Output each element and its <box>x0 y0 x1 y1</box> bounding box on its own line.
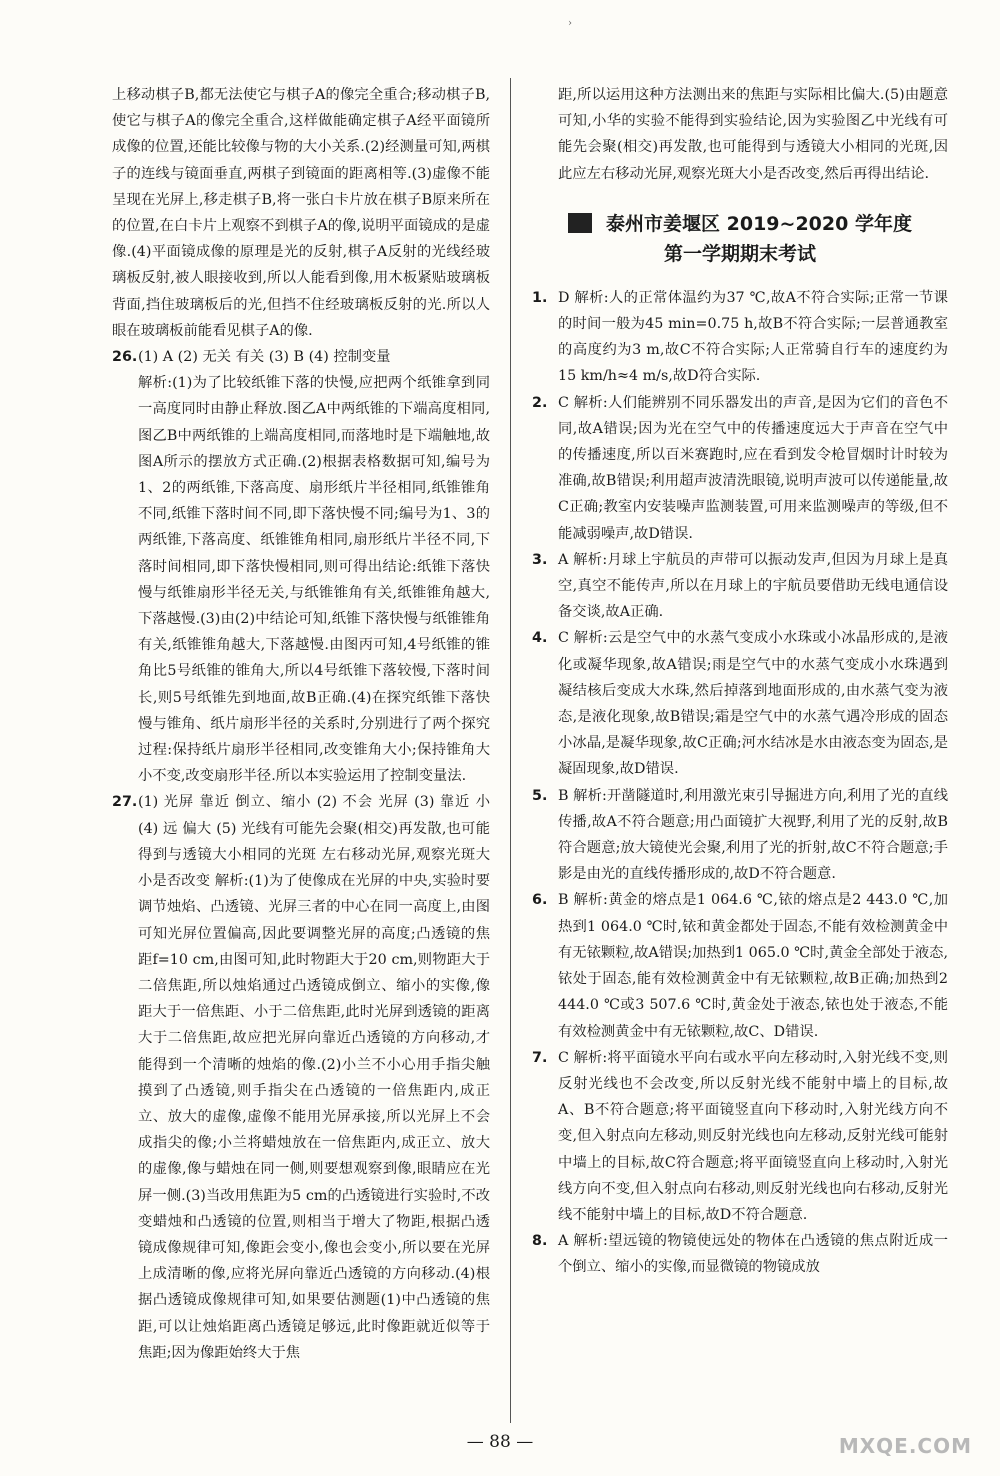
section-title <box>532 209 948 269</box>
answer-number: 8. <box>532 1233 548 1250</box>
answer-number: 6. <box>532 892 548 909</box>
answer-number: 3. <box>532 551 548 568</box>
question-text: (1) 光屏 靠近 倒立、缩小 (2) 不会 光屏 (3) 靠近 小 (4) 远 偏大 (5) 光线有可能先会聚(相交)再发散,也可能得到与透镜大小相同的光斑 左右移动光屏,观察光斑大小是否改变 解析:(1)为了使像成在光屏的中央,实验时要调节烛焰、凸透镜、光屏三者的中心在同一高度上,由图可知光屏位置偏高,因此要调整光屏的高度;凸透镜的焦距f=10 cm,由图可知,此时物距大于20 cm,则物距大于二倍焦距,所以烛焰通过凸透镜成倒立、缩小的实像,像距大于一倍焦距、小于二倍焦距,此时光屏到透镜的距离大于二倍焦距,故应把光屏向靠近凸透镜的方向移动,才能得到一个清晰的烛焰的像.(2)小兰不小心用手指尖触摸到了凸透镜,则手指尖在凸透镜的一倍焦距内,成正立、放大的虚像,虚像不能用光屏承接,所以光屏上不会成指尖的像;小兰将蜡烛放在一倍焦距内,成正立、放大的虚像,像与蜡烛在同一侧,则要想观察到像,眼睛应在光屏一侧.(3)当改用焦距为5 cm的凸透镜进行实验时,不改变蜡烛和凸透镜的位置,则相当于增大了物距,根据凸透镜成像规律可知,像距会变小,像也会变小,所以要在光屏上成清晰的像,应将光屏向靠近凸透镜的方向移动.(4)根据凸透镜成像规律可知,如果要估测题(1)中凸透镜的焦距,可以让烛焰距离凸透镜足够远,此时像距就近似等于焦距;因为像距始终大于焦 <box>138 794 490 1361</box>
answer-item <box>532 1045 948 1228</box>
answer-list <box>532 285 948 1281</box>
answer-item <box>532 1228 948 1280</box>
section-title-line-2: 第一学期期末考试 <box>663 242 816 265</box>
right-column <box>532 82 948 1281</box>
answer-number: 1. <box>532 289 548 306</box>
answer-item <box>532 783 948 888</box>
question-answer: (1) A (2) 无关 有关 (3) B (4) 控制变量 <box>138 349 391 366</box>
question-26 <box>112 344 490 789</box>
left-continued-paragraph: 上移动棋子B,都无法使它与棋子A的像完全重合;移动棋子B,使它与棋子A的像完全重合,这样做能确定棋子A经平面镜所成像的位置,还能比较像与物的大小关系.(2)经测量可知,两棋子的连线与镜面垂直,两棋子到镜面的距离相等.(3)虚像不能呈现在光屏上,移走棋子B,将一张白卡片放在棋子B原来所在的位置,在白卡片上观察不到棋子A的像,说明平面镜成的是虚像.(4)平面镜成像的原理是光的反射,棋子A反射的光线经玻璃板反射,被人眼接收到,所以人能看到像,用木板紧贴玻璃板背面,挡住玻璃板后的光,但挡不住经玻璃板反射的光.所以人眼在玻璃板前能看见棋子A的像. <box>112 87 490 339</box>
answer-number: 2. <box>532 394 548 411</box>
answer-item <box>532 887 948 1044</box>
left-column <box>112 82 490 1366</box>
answer-number: 4. <box>532 630 548 647</box>
column-divider <box>510 78 511 1423</box>
answer-text: B 解析:黄金的熔点是1 064.6 ℃,铱的熔点是2 443.0 ℃,加热到1 064.0 ℃时,铱和黄金都处于固态,不能有效检测黄金中有无铱颗粒,故A错误;加热到1 065.0 ℃时,黄金全部处于液态,铱处于固态,能有效检测黄金中有无铱颗粒,故B正确;加热到2 444.0 ℃或3 507.6 ℃时,黄金处于液态,铱也处于液态,不能有效检测黄金中有无铱颗粒,故C、D错误. <box>558 892 948 1040</box>
question-explanation: 解析:(1)为了比较纸锥下落的快慢,应把两个纸锥拿到同一高度同时由静止释放.图乙A中两纸锥的下端高度相同,图乙B中两纸锥的上端高度相同,而落地时是下端触地,故图A所示的摆放方式正确.(2)根据表格数据可知,编号为1、2的两纸锥,下落高度、扇形纸片半径相同,纸锥锥角不同,纸锥下落时间不同,即下落快慢不同;编号为1、3的两纸锥,下落高度、纸锥锥角相同,扇形纸片半径不同,下落时间相同,即下落快慢相同,则可得出结论:纸锥下落快慢与纸锥扇形半径无关,与纸锥锥角有关,纸锥锥角越大,下落越慢.(3)由(2)中结论可知,纸锥下落快慢与纸锥锥角有关,纸锥锥角越大,下落越慢.由图丙可知,4号纸锥的锥角比5号纸锥的锥角大,所以4号纸锥下落较慢,下落时间长,则5号纸锥先到地面,故B正确.(4)在探究纸锥下落快慢与锥角、纸片扇形半径的关系时,分别进行了两个探究过程:保持纸片扇形半径相同,改变锥角大小;保持锥角大小不变,改变扇形半径.所以本实验运用了控制变量法. <box>138 375 490 785</box>
section-marker-icon <box>568 213 592 233</box>
answer-text: A 解析:月球上宇航员的声带可以振动发声,但因为月球上是真空,真空不能传声,所以在月球上的宇航员要借助无线电通信设备交谈,故A正确. <box>558 551 948 621</box>
page-number: — 88 — <box>466 1432 534 1452</box>
section-title-line-1: 泰州市姜堰区 2019~2020 学年度 <box>606 212 912 235</box>
answer-item <box>532 547 948 626</box>
answer-item <box>532 285 948 390</box>
answer-item <box>532 390 948 547</box>
answer-number: 7. <box>532 1049 548 1066</box>
scan-mark: › <box>568 18 572 29</box>
answer-number: 5. <box>532 787 548 804</box>
question-number: 27. <box>112 794 138 811</box>
right-continued-paragraph: 距,所以运用这种方法测出来的焦距与实际相比偏大.(5)由题意可知,小华的实验不能得到实验结论,因为实验图乙中光线有可能先会聚(相交)再发散,也可能得到与透镜大小相同的光斑,因此应左右移动光屏,观察光斑大小是否改变,然后再得出结论. <box>558 87 948 182</box>
answer-text: A 解析:望远镜的物镜使远处的物体在凸透镜的焦点附近成一个倒立、缩小的实像,而显微镜的物镜成放 <box>558 1233 948 1276</box>
answer-item <box>532 625 948 782</box>
answer-text: B 解析:开凿隧道时,利用激光束引导掘进方向,利用了光的直线传播,故A不符合题意;用凸面镜扩大视野,利用了光的反射,故B符合题意;放大镜使光会聚,利用了光的折射,故C不符合题意;手影是由光的直线传播形成的,故D不符合题意. <box>558 787 948 883</box>
answer-text: C 解析:人们能辨别不同乐器发出的声音,是因为它们的音色不同,故A错误;因为光在空气中的传播速度远大于声音在空气中的传播速度,所以百米赛跑时,应在看到发令枪冒烟时计时较为准确,故B错误;利用超声波清洗眼镜,说明声波可以传递能量,故C正确;教室内安装噪声监测装置,可用来监测噪声的等级,但不能减弱噪声,故D错误. <box>558 394 948 542</box>
answer-text: C 解析:云是空气中的水蒸气变成小水珠或小冰晶形成的,是液化或凝华现象,故A错误;雨是空气中的水蒸气变成小水珠遇到凝结核后变成大水珠,然后掉落到地面形成的,由水蒸气变为液态,是液化现象,故B错误;霜是空气中的水蒸气遇冷形成的固态小冰晶,是凝华现象,故C正确;河水结冰是水由液态变为固态,是凝固现象,故D错误. <box>558 630 948 778</box>
answer-text: C 解析:将平面镜水平向右或水平向左移动时,入射光线不变,则反射光线也不会改变,所以反射光线不能射中墙上的目标,故A、B不符合题意;将平面镜竖直向下移动时,入射光线方向不变,但入射点向左移动,则反射光线也向左移动,反射光线可能射中墙上的目标,故C符合题意;将平面镜竖直向上移动时,入射光线方向不变,但入射点向右移动,则反射光线也向右移动,反射光线不能射中墙上的目标,故D不符合题意. <box>558 1049 948 1223</box>
question-27 <box>112 789 490 1365</box>
watermark-logo: MXQE.COM <box>838 1434 972 1458</box>
question-number: 26. <box>112 349 138 366</box>
answer-text: D 解析:人的正常体温约为37 ℃,故A不符合实际;正常一节课的时间一般为45 min=0.75 h,故B不符合实际;一层普通教室的高度约为3 m,故C不符合实际;人正常骑自行车的速度约为15 km/h≈4 m/s,故D符合实际. <box>558 289 948 385</box>
